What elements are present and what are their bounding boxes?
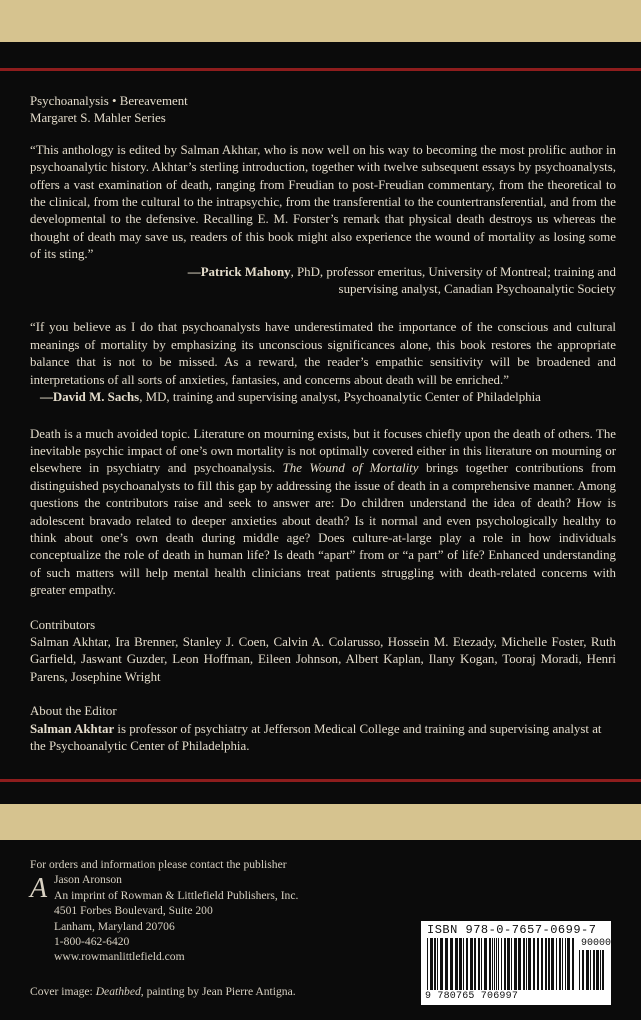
barcode-digits: 9 780765 706997 xyxy=(425,991,519,1002)
publisher-contact-line: For orders and information please contact the publisher xyxy=(30,858,287,871)
top-red-rule xyxy=(0,68,641,71)
publisher-street: 4501 Forbes Boulevard, Suite 200 xyxy=(54,904,213,918)
publisher-info xyxy=(30,857,410,965)
bottom-decorative-band xyxy=(0,804,641,840)
cover-image-credit xyxy=(30,985,296,998)
endorsement-1-text: “This anthology is edited by Salman Akhtar, who is now well on his way to becoming the most prolific author in psychoanalytic history. Akhtar’s sterling introduction, together with twelve subsequent essays by psychoanalysts, offers a vast examination of death, ranging from Freudian to post-Freudian commentary, from the theoretical to the clinical, from the cultural to the intrapsychic, from the transferential to the countertransferential, and from the developmental to the defensive. Recalling E. M. Forster’s remark that physical death destroys us whereas the thought of death may save us, readers of this book might also experience the wound of mortality as losing some of its sting.” xyxy=(30,142,616,262)
top-decorative-band xyxy=(0,0,641,42)
series-line: Margaret S. Mahler Series xyxy=(30,111,166,126)
editor-heading: About the Editor xyxy=(30,704,117,719)
contributors-heading: Contributors xyxy=(30,617,96,632)
endorsement-2-credentials: , MD, training and supervising analyst, Psychoanalytic Center of Philadelphia xyxy=(139,390,541,405)
publisher-phone: 1-800-462-6420 xyxy=(54,935,130,949)
publisher-website: www.rowmanlittlefield.com xyxy=(54,950,185,964)
publisher-city: Lanham, Maryland 20706 xyxy=(54,919,175,933)
price-code: 90000 xyxy=(581,938,612,949)
credit-prefix: Cover image: xyxy=(30,985,96,998)
endorsement-2-attribution xyxy=(30,389,616,406)
endorsement-1-attribution xyxy=(30,264,616,281)
endorsement-2-author: —David M. Sachs xyxy=(40,390,140,405)
description-part-2: brings together contributions from distinguished psychoanalysts to fill this gap by addressing the issue of death in a comprehensive manner. Among questions the contributors raise and seek to answer are: Do children understand the idea of death? How is adolescent bravado related to deeper anxieties about death? Is it normal and even psychologically healthy to think about one’s own death during middle age? Does culture-at-large play a role in how individuals conceptualize the role of death in human life? Is death “apart” from or “a part” of life? Enhanced understanding of such matters will help mental health clinicians treat patients struggling with death-related concerns with greater empathy. xyxy=(30,461,616,598)
book-title: The Wound of Mortality xyxy=(282,461,419,476)
description-part-1: Death is a much avoided topic. Literature on mourning exists, but it focuses chiefly upon the death of others. The inevitable psychic impact of one’s own mortality is not optimally covered either in this literature on mourning or elsewhere in psychiatry and psychoanalysis. xyxy=(30,426,616,476)
editor-name: Salman Akhtar xyxy=(30,721,115,736)
endorsement-quote-1 xyxy=(30,142,616,264)
endorsement-1-credentials-line-2: supervising analyst, Canadian Psychoanalytic Society xyxy=(338,282,616,297)
endorsement-quote-2 xyxy=(30,319,616,389)
category-line: Psychoanalysis • Bereavement xyxy=(30,94,188,108)
price-barcode-icon xyxy=(579,950,607,990)
publisher-address xyxy=(54,872,298,964)
credit-suffix: , painting by Jean Pierre Antigna. xyxy=(140,985,296,998)
back-cover-text xyxy=(30,93,616,755)
endorsement-1-author: —Patrick Mahony xyxy=(187,264,291,279)
editor-bio xyxy=(30,721,616,756)
contributors-list: Salman Akhtar, Ira Brenner, Stanley J. Coen, Calvin A. Colarusso, Hossein M. Etezady, Michelle Foster, Ruth Garfield, Jaswant Guzder, Leon Hoffman, Eileen Johnson, Albert Kaplan, Ilany Kogan, Tooraj Moradi, Henri Parens, Josephine Wright xyxy=(30,634,616,684)
book-description xyxy=(30,426,616,600)
publisher-logo-icon: A xyxy=(30,873,48,905)
editor-bio-text: is professor of psychiatry at Jefferson Medical College and training and supervising analyst at the Psychoanalytic Center of Philadelphia. xyxy=(30,721,602,753)
isbn-barcode xyxy=(421,921,611,1005)
publisher-name: Jason Aronson xyxy=(54,873,122,887)
endorsement-2-text: “If you believe as I do that psychoanalysts have underestimated the importance of the conscious and cultural meanings of mortality by emphasizing its unconscious significances alone, this book restores the appropriate balance that is not to be missed. As a reward, the reader’s empathic sensitivity will be broadened and interpretations of all sorts of anxieties, fantasies, and concerns about death will be enriched.” xyxy=(30,320,616,387)
bottom-red-rule xyxy=(0,779,641,782)
ean-barcode-icon xyxy=(427,938,577,990)
publisher-imprint: An imprint of Rowman & Littlefield Publishers, Inc. xyxy=(54,888,299,902)
painting-title: Deathbed xyxy=(95,985,141,998)
isbn-number: ISBN 978-0-7657-0699-7 xyxy=(427,923,597,937)
endorsement-1-credentials: , PhD, professor emeritus, University of Montreal; training and xyxy=(290,264,616,279)
